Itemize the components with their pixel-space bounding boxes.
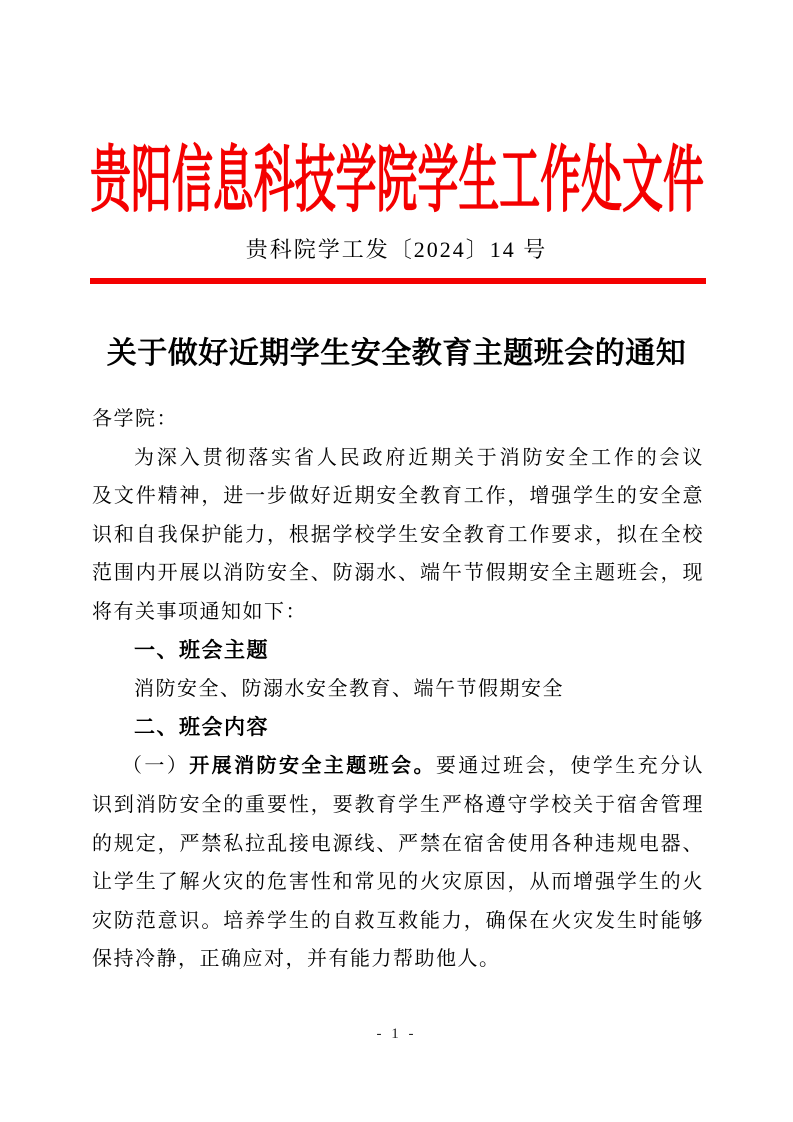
- org-title: 贵阳信息科技学院学生工作处文件: [89, 141, 704, 222]
- paragraph-line: 保持冷静，正确应对，并有能力帮助他人。: [92, 948, 501, 971]
- letterhead: [0, 134, 793, 230]
- item1-lead-bold: 开展消防安全主题班会。: [189, 755, 436, 778]
- paragraph-line: 范围内开展以消防安全、防溺水、端午节假期安全主题班会，现: [92, 562, 704, 585]
- paragraph-line: 识到消防安全的重要性，要教育学生严格遵守学校关于宿舍管理: [92, 793, 704, 816]
- paragraph-line: 为深入贯彻落实省人民政府近期关于消防安全工作的会议: [134, 446, 704, 469]
- paragraph-line: 将有关事项通知如下：: [92, 600, 307, 623]
- salutation: 各学院：: [92, 408, 178, 430]
- document-body: [92, 400, 704, 979]
- doc-number: 贵科院学工发〔2024〕14 号: [245, 237, 548, 262]
- document-title: 关于做好近期学生安全教育主题班会的通知: [106, 337, 687, 370]
- section1-content: 消防安全、防溺水安全教育、端午节假期安全: [134, 678, 564, 701]
- page-number: - 1 -: [376, 1026, 417, 1042]
- red-separator-line: [90, 278, 706, 284]
- item1-number: （一）: [122, 755, 190, 778]
- section1-heading: 一、班会主题: [134, 638, 269, 662]
- paragraph-line: 让学生了解火灾的危害性和常见的火灾原因，从而增强学生的火: [92, 871, 704, 894]
- paragraph-line: 的规定，严禁私拉乱接电源线、严禁在宿舍使用各种违规电器、: [92, 832, 704, 855]
- section2-heading: 二、班会内容: [134, 715, 269, 739]
- paragraph-line: 及文件精神，进一步做好近期安全教育工作，增强学生的安全意: [92, 485, 704, 508]
- item1-lead-rest: 要通过班会，使学生充分认: [435, 755, 705, 778]
- item1-lead-line: [92, 747, 704, 786]
- paragraph-line: 灾防范意识。培养学生的自救互救能力，确保在火灾发生时能够: [92, 909, 704, 932]
- paragraph-line: 识和自我保护能力，根据学校学生安全教育工作要求，拟在全校: [92, 523, 704, 546]
